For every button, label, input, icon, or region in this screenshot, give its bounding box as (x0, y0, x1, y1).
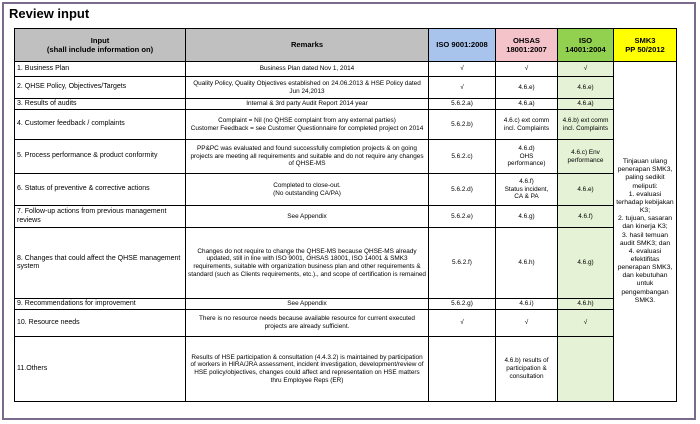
table-row (15, 140, 677, 174)
row-ohsas: 4.6.c) ext comm incl. Complaints (496, 110, 558, 140)
row-iso14001: 4.6.b) ext comm incl. Complaints (558, 110, 614, 140)
row-iso14001: 4.6.h) (558, 299, 614, 310)
row-iso14001 (558, 337, 614, 402)
row-remarks: Complaint = Nil (no QHSE complaint from any external parties) Customer Feedback = see Customer Questionnaire for completed project on 2014 (186, 110, 429, 140)
table-row (15, 99, 677, 110)
row-ohsas: 4.6.e) (496, 77, 558, 99)
row-iso9001: 5.6.2.b) (429, 110, 496, 140)
row-remarks: There is no resource needs because available resource for current executed projects are already sufficient. (186, 310, 429, 337)
row-remarks: See Appendix (186, 299, 429, 310)
row-iso9001: 5.6.2.g) (429, 299, 496, 310)
smk3-review-text: Tinjauan ulang penerapan SMK3, paling sedikit meliputi: 1. evaluasi terhadap kebijakan K3; 2. tujuan, sasaran dan kinerja K3; 3. hasil temuan audit SMK3; dan 4. evaluasi efektifitas penerapan SMK3, dan kebutuhan untuk pengembangan SMK3. (614, 62, 677, 402)
row-remarks: Internal & 3rd party Audit Report 2014 year (186, 99, 429, 110)
table-row (15, 206, 677, 228)
row-input: 5. Process performance & product conformity (15, 140, 186, 174)
row-iso9001: 5.6.2.c) (429, 140, 496, 174)
row-iso9001: 5.6.2.f) (429, 228, 496, 299)
row-iso9001: √ (429, 77, 496, 99)
row-iso14001: √ (558, 62, 614, 77)
row-iso14001: 4.6.e) (558, 174, 614, 206)
row-remarks: Changes do not require to change the QHSE-MS because QHSE-MS already updated, still in line with ISO 9001, OHSAS 18001, ISO 14001 & SMK3 requirements, suitable with organization business plan and other requirements & standard (such as Clients requirements, etc.)., and scope of certification is remained (186, 228, 429, 299)
row-remarks: See Appendix (186, 206, 429, 228)
page-title: Review input (9, 6, 90, 21)
header-ohsas: OHSAS 18001:2007 (496, 29, 558, 62)
row-iso14001: 4.6.e) (558, 77, 614, 99)
row-input: 8. Changes that could affect the QHSE management system (15, 228, 186, 299)
row-input: 10. Resource needs (15, 310, 186, 337)
row-ohsas: 4.6.b) results of participation & consultation (496, 337, 558, 402)
row-iso14001: 4.6.a) (558, 99, 614, 110)
row-ohsas: 4.6.d) OHS performance) (496, 140, 558, 174)
row-ohsas: 4.6.h) (496, 228, 558, 299)
row-input: 1. Business Plan (15, 62, 186, 77)
table-row (15, 62, 677, 77)
row-ohsas: √ (496, 310, 558, 337)
header-iso9001: ISO 9001:2008 (429, 29, 496, 62)
row-remarks: PP&PC was evaluated and found successfully completion projects & on going projects are meeting all requirements and suitable and do not require any changes of QHSE-MS (186, 140, 429, 174)
row-remarks: Quality Policy, Quality Objectives established on 24.06.2013 & HSE Policy dated Jun 24,2013 (186, 77, 429, 99)
row-input: 7. Follow-up actions from previous management reviews (15, 206, 186, 228)
table-row (15, 337, 677, 402)
header-smk3: SMK3 PP 50/2012 (614, 29, 677, 62)
row-iso9001 (429, 337, 496, 402)
header-remarks: Remarks (186, 29, 429, 62)
table-row (15, 228, 677, 299)
table-row (15, 174, 677, 206)
table-row (15, 299, 677, 310)
row-ohsas: 4.6.a) (496, 99, 558, 110)
row-ohsas: 4.6.i) (496, 299, 558, 310)
row-iso9001: 5.6.2.a) (429, 99, 496, 110)
row-ohsas: √ (496, 62, 558, 77)
review-input-table (14, 28, 677, 402)
row-remarks: Business Plan dated Nov 1, 2014 (186, 62, 429, 77)
row-input: 11.Others (15, 337, 186, 402)
header-input: Input (shall include information on) (15, 29, 186, 62)
table-row (15, 77, 677, 99)
row-input: 6. Status of preventive & corrective actions (15, 174, 186, 206)
table-row (15, 310, 677, 337)
row-remarks: Completed to close-out. (No outstanding CA/PA) (186, 174, 429, 206)
row-ohsas: 4.6.g) (496, 206, 558, 228)
row-input: 4. Customer feedback / complaints (15, 110, 186, 140)
table-row (15, 110, 677, 140)
row-iso9001: √ (429, 310, 496, 337)
row-iso14001: 4.6.c) Env performance (558, 140, 614, 174)
header-iso14001: ISO 14001:2004 (558, 29, 614, 62)
row-input: 9. Recommendations for improvement (15, 299, 186, 310)
row-remarks: Results of HSE participation & consultation (4.4.3.2) is maintained by participation of workers in HIRA/JRA assessment, incident investigation, development/review of HSE policy/objectives, changes could affect and representation on HSE matters thru Employee Reps (ER) (186, 337, 429, 402)
row-input: 2. QHSE Policy, Objectives/Targets (15, 77, 186, 99)
row-iso14001: 4.6.f) (558, 206, 614, 228)
row-iso9001: √ (429, 62, 496, 77)
row-input: 3. Results of audits (15, 99, 186, 110)
row-iso14001: 4.6.g) (558, 228, 614, 299)
row-iso9001: 5.6.2.d) (429, 174, 496, 206)
row-iso9001: 5.6.2.e) (429, 206, 496, 228)
row-iso14001: √ (558, 310, 614, 337)
row-ohsas: 4.6.f) Status incident, CA & PA (496, 174, 558, 206)
